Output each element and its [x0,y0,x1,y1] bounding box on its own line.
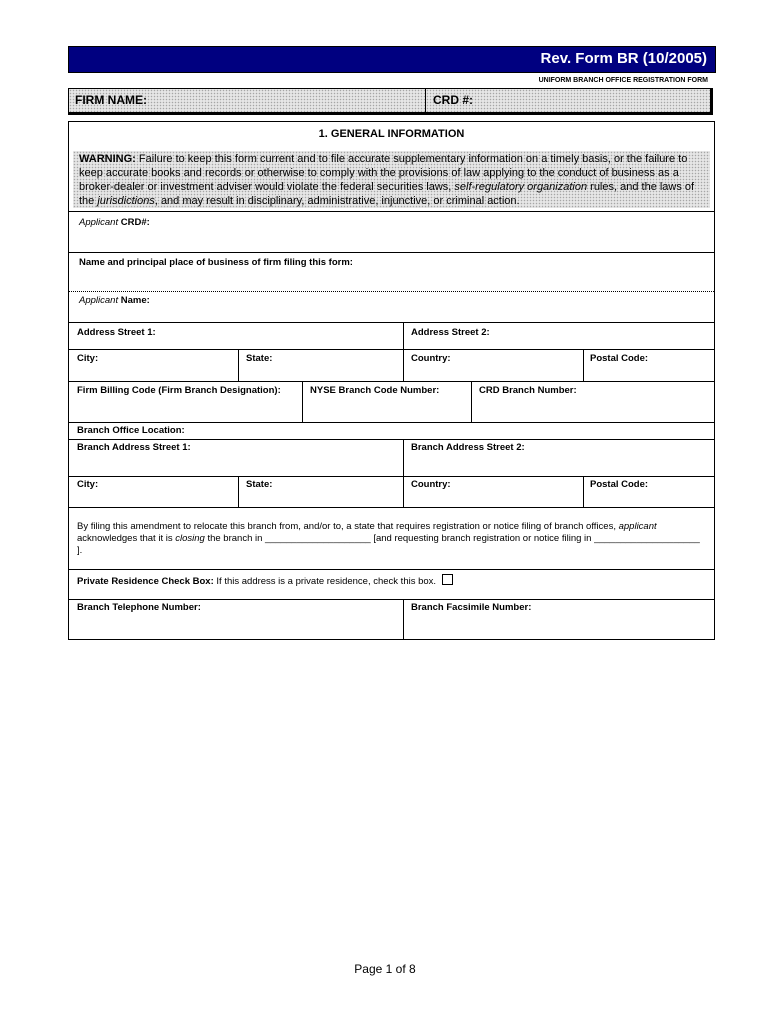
warning-italic-jurisdictions: jurisdictions [97,195,155,207]
rule [69,422,714,423]
branch-state-field[interactable]: State: [246,479,273,490]
rule [69,599,714,600]
rule [69,252,714,253]
private-residence-checkbox[interactable] [442,574,453,585]
applicant-word: Applicant [79,217,119,228]
branch-telephone-field[interactable]: Branch Telephone Number: [77,602,201,613]
relocate-text-3: the branch in ____________________ [and requesting branch registration or notice filing in ____________________ ]. [77,533,700,556]
rule [69,439,714,440]
rule [69,476,714,477]
private-residence-text: If this address is a private residence, check this box. [216,576,437,587]
rule [69,211,714,212]
rule [69,349,714,350]
applicant-name-label: Name: [120,295,150,306]
rule [69,507,714,508]
name-principal-place-field[interactable]: Name and principal place of business of firm filing this form: [79,257,353,268]
relocate-italic-closing: closing [175,533,205,544]
firm-billing-code-field[interactable]: Firm Billing Code (Firm Branch Designation): [77,385,281,396]
address-street-1-field[interactable]: Address Street 1: [77,327,156,338]
relocate-italic-applicant: applicant [618,521,657,532]
form-revision-title: Rev. Form BR (10/2005) [540,50,707,67]
rule [69,569,714,570]
state-field[interactable]: State: [246,353,273,364]
warning-text-2: rules, and the laws of the [79,181,695,207]
crd-branch-number-field[interactable]: CRD Branch Number: [479,385,577,396]
warning-italic-sro: self-regulatory organization [454,181,588,193]
column-divider [403,322,404,381]
column-divider [403,599,404,640]
column-divider [302,381,303,422]
warning-text-3: , and may result in disciplinary, administrative, injunctive, or criminal action. [154,195,520,207]
relocate-text-2: acknowledges that it is [77,533,173,544]
firm-name-label: FIRM NAME: [75,93,147,107]
column-divider [403,439,404,507]
firm-name-bar [68,88,713,115]
section-title: 1. GENERAL INFORMATION [318,128,465,140]
column-divider [583,476,584,507]
branch-postal-code-field[interactable]: Postal Code: [590,479,649,490]
dotted-rule [69,291,714,292]
warning-text-1: Failure to keep this form current and to file accurate supplementary information on a timely basis, or the failure to keep accurate books and records or otherwise to comply with the provisions of law applying to the conduct of business as a broker-dealer or investment adviser would violate the federal securities laws, [79,153,688,193]
page-number: Page 1 of 8 [354,962,416,976]
applicant-word: Applicant [79,295,119,306]
column-divider [238,349,239,381]
general-information-section [68,121,715,640]
rule [69,322,714,323]
branch-office-location-heading: Branch Office Location: [77,425,185,436]
postal-code-field[interactable]: Postal Code: [590,353,649,364]
form-subtitle: UNIFORM BRANCH OFFICE REGISTRATION FORM [538,77,708,84]
warning-label: WARNING: [79,153,136,165]
branch-address-street-2-field[interactable]: Branch Address Street 2: [411,442,525,453]
private-residence-row [77,574,453,587]
branch-address-street-1-field[interactable]: Branch Address Street 1: [77,442,191,453]
firm-bar-divider [425,89,426,112]
column-divider [238,476,239,507]
country-field[interactable]: Country: [411,353,451,364]
form-header-bar [68,46,716,73]
relocate-text-1: By filing this amendment to relocate this branch from, and/or to, a state that requires registration or notice filing of branch offices, [77,521,616,532]
warning-box [73,151,710,208]
private-residence-label: Private Residence Check Box: [77,576,214,587]
branch-country-field[interactable]: Country: [411,479,451,490]
crd-label: CRD #: [433,93,474,107]
applicant-name-field[interactable] [79,295,150,306]
relocation-acknowledgement [77,521,704,557]
branch-city-field[interactable]: City: [77,479,99,490]
column-divider [471,381,472,422]
nyse-branch-code-field[interactable]: NYSE Branch Code Number: [310,385,440,396]
applicant-crd-field[interactable] [79,217,150,228]
address-street-2-field[interactable]: Address Street 2: [411,327,490,338]
city-field[interactable]: City: [77,353,99,364]
applicant-crd-label: CRD#: [120,217,150,228]
column-divider [583,349,584,381]
branch-facsimile-field[interactable]: Branch Facsimile Number: [411,602,532,613]
rule [69,381,714,382]
